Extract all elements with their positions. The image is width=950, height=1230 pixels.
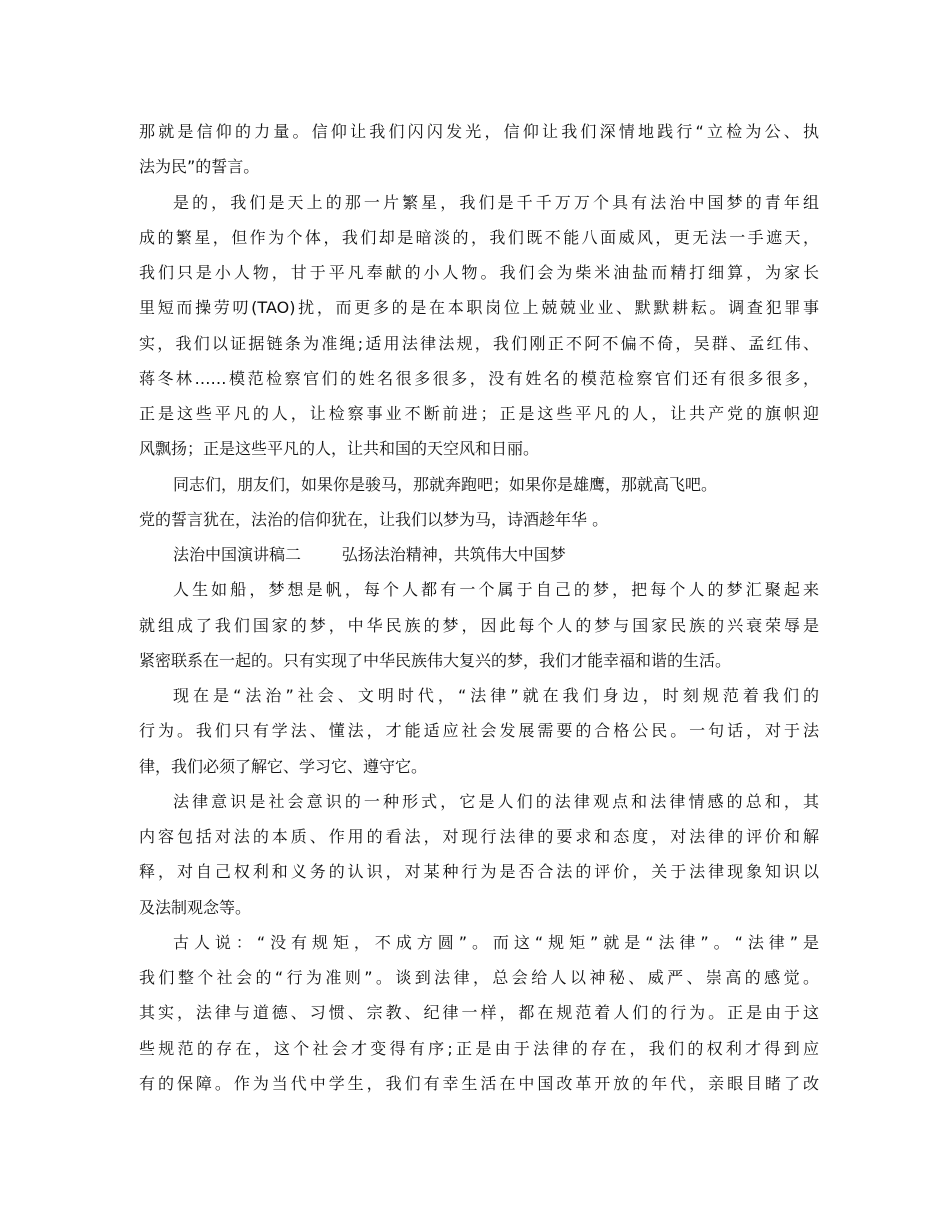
text-line: 紧密联系在一起的。只有实现了中华民族伟大复兴的梦，我们才能幸福和谐的生活。: [139, 650, 732, 670]
text-line: 有的保障。作为当代中学生，我们有幸生活在中国改革开放的年代，亲眼目睹了改: [139, 1073, 819, 1093]
text-line: 里短而操劳叨(TAO)扰，而更多的是在本职岗位上兢兢业业、默默耕耘。调查犯罪事: [139, 298, 819, 318]
text-line: 及法制观念等。: [139, 897, 252, 917]
text-line: 我们只是小人物，甘于平凡奉献的小人物。我们会为柴米油盐而精打细算，为家长: [139, 263, 819, 282]
text-line: 正是这些平凡的人，让检察事业不断前进；正是这些平凡的人，让共产党的旗帜迎: [139, 404, 819, 423]
paragraph-start-line: 人生如船，梦想是帆，每个人都有一个属于自己的梦，把每个人的梦汇聚起来: [173, 580, 819, 600]
text-line: 其实，法律与道德、习惯、宗教、纪律一样，都在规范着人们的行为。正是由于这: [139, 1003, 819, 1023]
text-line: 内容包括对法的本质、作用的看法，对现行法律的要求和态度，对法律的评价和解: [139, 827, 819, 846]
text-line: 释，对自己权利和义务的认识，对某种行为是否合法的评价，关于法律现象知识以: [139, 862, 819, 882]
text-line: 成的繁星，但作为个体，我们却是暗淡的，我们既不能八面威风，更无法一手遮天，: [139, 227, 819, 247]
paragraph-start-line: 同志们，朋友们，如果你是骏马，那就奔跑吧；如果你是雄鹰，那就高飞吧。: [173, 474, 718, 494]
text-line: 党的誓言犹在，法治的信仰犹在，让我们以梦为马，诗酒趁年华 。: [139, 509, 609, 529]
text-line: 风飘扬；正是这些平凡的人，让共和国的天空风和日丽。: [139, 439, 540, 459]
text-line: 律，我们必须了解它、学习它、遵守它。: [139, 756, 428, 776]
paragraph-start-line: 古人说：“没有规矩，不成方圆”。而这“规矩”就是“法律”。“法律”是: [173, 932, 819, 952]
text-line: 些规范的存在，这个社会才变得有序;正是由于法律的存在，我们的权利才得到应: [139, 1038, 819, 1058]
paragraph-start-line: 是的，我们是天上的那一片繁星，我们是千千万万个具有法治中国梦的青年组: [173, 192, 819, 212]
paragraph-start-line: 现在是“法治”社会、文明时代，“法律”就在我们身边，时刻规范着我们的: [173, 686, 819, 705]
paragraph-start-line: 法律意识是社会意识的一种形式，它是人们的法律观点和法律情感的总和，其: [173, 791, 819, 811]
text-line: 法为民”的誓言。: [139, 157, 260, 177]
text-line: 行为。我们只有学法、懂法，才能适应社会发展需要的合格公民。一句话，对于法: [139, 721, 819, 741]
text-line: 实，我们以证据链条为准绳;适用法律法规，我们刚正不阿不偏不倚，吴群、孟红伟、: [139, 333, 819, 353]
section-heading: 法治中国演讲稿二 弘扬法治精神，共筑伟大中国梦: [173, 545, 566, 564]
text-line: 就组成了我们国家的梦，中华民族的梦，因此每个人的梦与国家民族的兴衰荣辱是: [139, 615, 819, 635]
text-line: 蒋冬林……模范检察官们的姓名很多很多，没有姓名的模范检察官们还有很多很多，: [139, 368, 819, 388]
text-line: 那就是信仰的力量。信仰让我们闪闪发光，信仰让我们深情地践行“立检为公、执: [139, 122, 819, 141]
document-body: [139, 114, 819, 1101]
text-line: 我们整个社会的“行为准则”。谈到法律，总会给人以神秘、威严、崇高的感觉。: [139, 968, 819, 987]
